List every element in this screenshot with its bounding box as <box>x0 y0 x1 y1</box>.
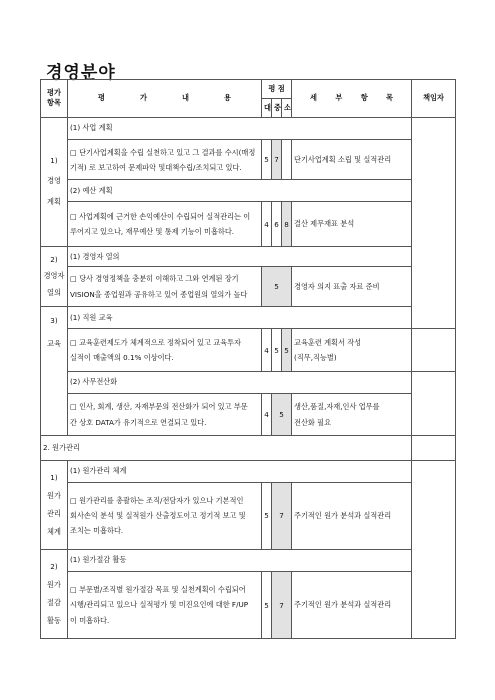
description-line: □ 단기사업계획을 수립 실천하고 있고 그 결과를 수시(매정 <box>70 147 256 157</box>
header-detail-char: 부 <box>335 93 343 103</box>
description-line: □ 당사 경영정책을 충분히 이해하고 그와 연계된 장기 <box>70 274 239 284</box>
item-description <box>68 202 262 247</box>
item-title: (1) 직원 교육 <box>68 307 412 329</box>
evaluation-table <box>40 79 456 639</box>
category-cell <box>41 549 68 638</box>
description-line: 실적이 매출액의 0.1% 이상이다. <box>70 353 174 363</box>
score-merged: 7 <box>272 483 292 550</box>
detail-cell <box>292 329 412 371</box>
header-detail-char: 항 <box>360 93 368 103</box>
item-description <box>68 572 262 639</box>
category-line: 원가 <box>47 579 61 589</box>
item-title: (1) 사업 계획 <box>68 117 412 139</box>
description-line: □ 원가관리를 총괄하는 조직/전담자가 있으나 기본적인 <box>70 496 244 506</box>
category-cell <box>41 117 68 246</box>
category-line: 활동 <box>47 615 61 625</box>
detail-cell: 주기적인 원가 분석과 실적관리 <box>292 572 412 639</box>
score-small: 8 <box>282 202 292 247</box>
owner-cell <box>412 371 456 436</box>
table-row <box>41 572 456 639</box>
table-row <box>41 307 456 329</box>
category-line: 체계 <box>47 526 61 536</box>
table-row <box>41 436 456 460</box>
table-row <box>41 180 456 202</box>
category-line: 2) <box>50 561 58 571</box>
table-row <box>41 202 456 247</box>
score-small <box>282 140 292 180</box>
owner-cell <box>412 329 456 371</box>
item-title: (2) 사무전산화 <box>68 371 412 393</box>
score-medium: 6 <box>272 202 282 247</box>
header-content-char: 내 <box>182 93 189 103</box>
detail-cell: 경영자 의지 표출 자료 준비 <box>292 267 412 307</box>
description-line: VISION을 종업원과 공유하고 있어 종업원의 열의가 높다 <box>70 289 248 299</box>
score-small: 5 <box>282 329 292 371</box>
detail-cell: 단기사업계획 소립 및 실적관리 <box>292 140 412 180</box>
description-line: □ 부문별/조직별 원가절감 목표 및 실천계획이 수립되어 <box>70 585 246 595</box>
detail-line: 전산화 필요 <box>294 417 332 427</box>
category-line: 1) <box>50 155 58 165</box>
table-row <box>41 371 456 393</box>
header-content-char: 용 <box>224 93 231 103</box>
description-line: 간 상호 DATA가 유기적으로 연결되고 있다. <box>70 417 207 427</box>
score-medium: 5 <box>272 329 282 371</box>
header-score-small: 소 <box>282 98 292 117</box>
header-owner: 책임자 <box>412 80 456 118</box>
table-row <box>41 483 456 550</box>
header-content <box>68 80 262 118</box>
item-description <box>68 329 262 371</box>
description-line: 조치는 미흡하다. <box>70 526 124 536</box>
category-line: 절감 <box>47 597 61 607</box>
item-title: (1) 원가절감 활동 <box>68 549 412 571</box>
table-row <box>41 549 456 571</box>
table-row <box>41 140 456 180</box>
description-line: □ 사업계획에 근거한 손익예산이 수립되어 실적관리는 이 <box>70 212 251 222</box>
item-title: (2) 예산 계획 <box>68 180 412 202</box>
category-line: 열의 <box>47 287 61 297</box>
item-description <box>68 483 262 550</box>
score-large: 5 <box>262 572 272 639</box>
header-score-large: 대 <box>262 98 272 117</box>
item-description <box>68 140 262 180</box>
header-content-char: 평 <box>98 93 105 103</box>
score-merged: 5 <box>262 267 292 307</box>
table-row <box>41 117 456 139</box>
score-large: 4 <box>262 393 272 435</box>
detail-cell <box>292 393 412 435</box>
section-heading: 2. 원가관리 <box>41 436 412 460</box>
category-line: 2) <box>50 254 58 264</box>
category-cell <box>41 307 68 436</box>
description-line: □ 교육훈련제도가 체계적으로 정착되어 있고 교육투자 <box>70 337 241 347</box>
table-row <box>41 393 456 435</box>
owner-cell <box>412 436 456 460</box>
item-title: (1) 원가관리 체계 <box>68 460 412 482</box>
detail-line: 생산,품질,자재,인사 업무를 <box>294 402 380 412</box>
category-line: 3) <box>50 316 58 326</box>
description-line: 루어지고 있으나, 재무예산 및 통제 기능이 미흡하다. <box>70 227 235 237</box>
description-line: □ 인사, 회계, 생산, 자재부문의 전산화가 되어 있고 부문 <box>70 402 248 412</box>
score-large: 5 <box>262 140 272 180</box>
header-detail <box>292 80 412 118</box>
description-line: 시행/관리되고 있으나 실적평가 및 미진요인에 대한 F/UP <box>70 600 249 610</box>
header-score-medium: 중 <box>272 98 282 117</box>
owner-cell <box>412 117 456 329</box>
category-line: 경영 <box>47 176 61 186</box>
score-medium: 7 <box>272 140 282 180</box>
item-description <box>68 393 262 435</box>
owner-cell <box>412 460 456 638</box>
description-line: 기적) 로 보고하여 문제파악 및대책수립/조치되고 있다. <box>70 162 242 172</box>
score-merged: 5 <box>272 393 292 435</box>
description-line: 이 미흡하다. <box>70 615 110 625</box>
header-detail-char: 세 <box>310 93 317 103</box>
table-row <box>41 460 456 482</box>
score-large: 5 <box>262 483 272 550</box>
header-content-char: 가 <box>140 93 147 103</box>
header-score: 평 점 <box>262 80 292 99</box>
detail-cell: 결산 제무재표 분석 <box>292 202 412 247</box>
category-line: 1) <box>50 472 58 482</box>
header-category-line-1: 평가 <box>47 87 61 97</box>
item-description <box>68 267 262 307</box>
detail-line: (직무,직능별) <box>294 353 337 363</box>
score-large: 4 <box>262 202 272 247</box>
category-cell <box>41 246 68 306</box>
page-title: 경영분야 <box>46 63 116 83</box>
table-row <box>41 246 456 266</box>
table-row <box>41 329 456 371</box>
category-line: 원가 <box>47 490 61 500</box>
score-merged: 7 <box>272 572 292 639</box>
detail-line: 교육훈련 계획서 작성 <box>294 337 362 347</box>
header-detail-char: 목 <box>386 93 393 103</box>
item-title: (1) 경영자 열의 <box>68 246 412 266</box>
category-cell <box>41 460 68 549</box>
description-line: 회사손익 분석 및 실적원가 산출정도이고 정기적 보고 및 <box>70 511 246 521</box>
category-line: 관리 <box>47 508 61 518</box>
header-category <box>41 80 68 118</box>
score-large: 4 <box>262 329 272 371</box>
category-line: 교육 <box>47 339 61 349</box>
header-category-line-2: 항목 <box>47 98 61 108</box>
header-row-1 <box>41 80 456 99</box>
category-line: 계획 <box>47 197 61 207</box>
table-row <box>41 267 456 307</box>
detail-cell: 주기적인 원가 분석과 실적관리 <box>292 483 412 550</box>
category-line: 경영자 <box>43 271 65 281</box>
